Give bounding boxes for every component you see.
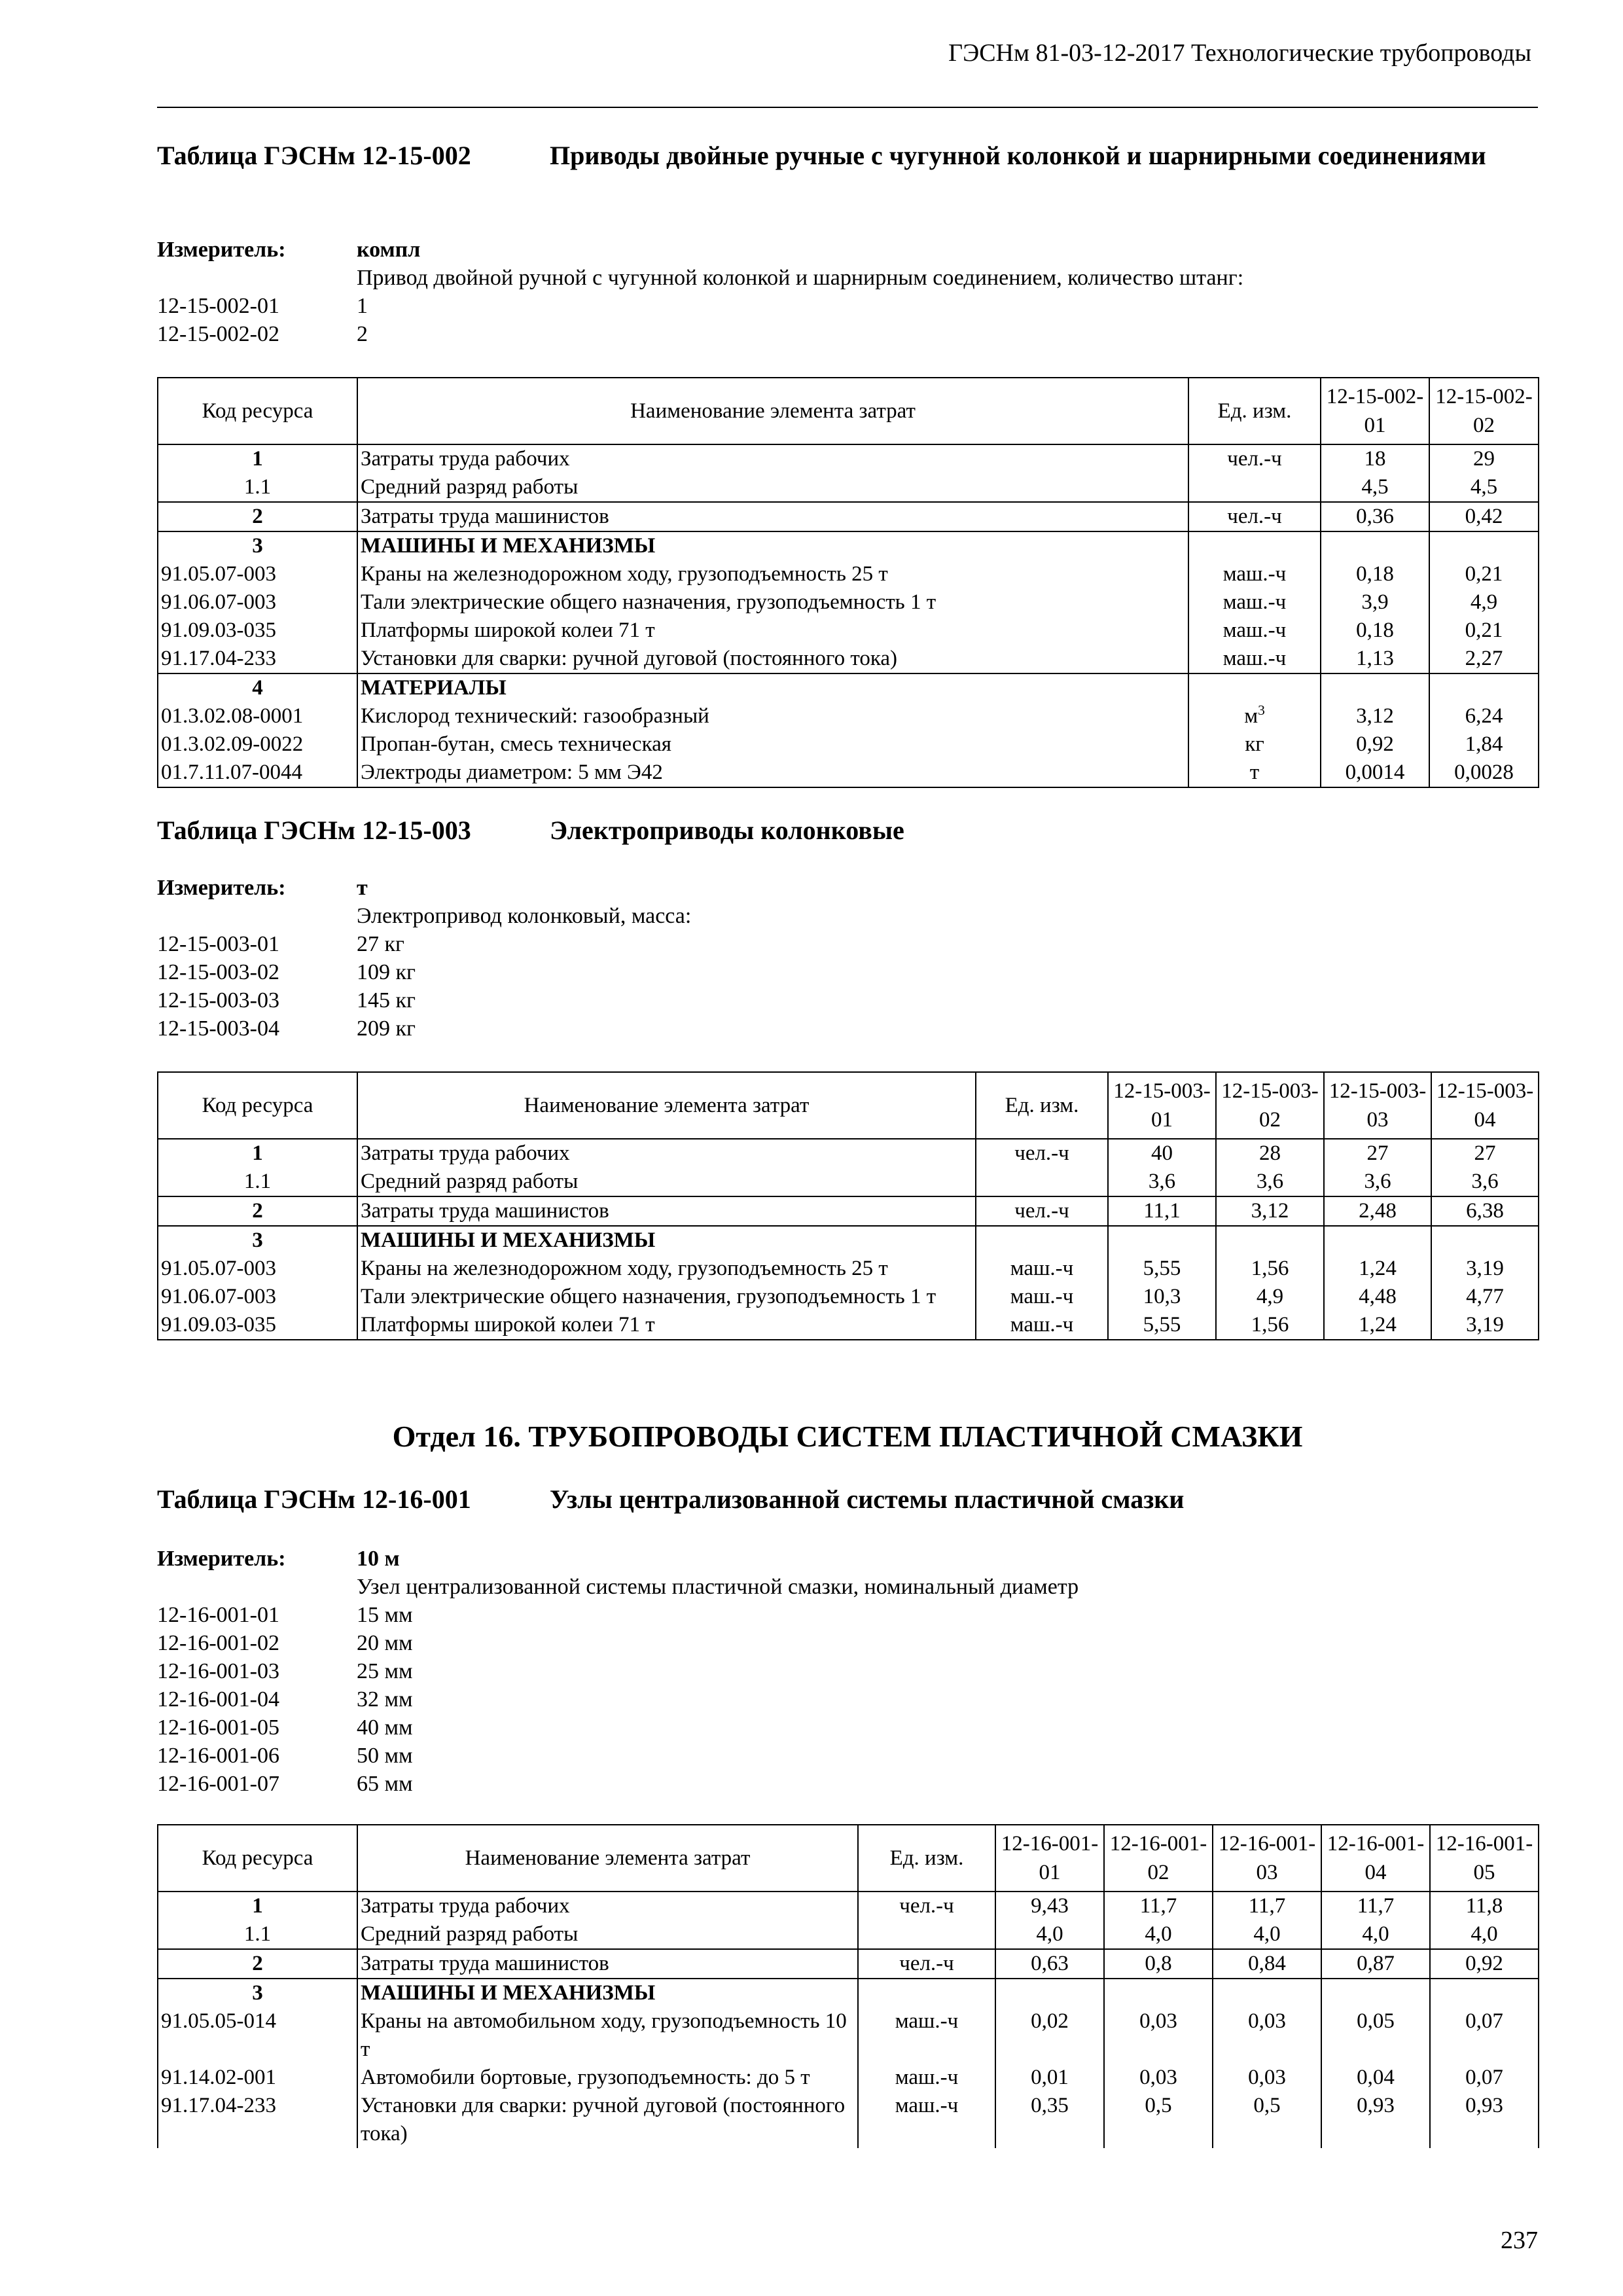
row-value: 0,92 xyxy=(1321,730,1429,759)
row-value: 0,05 xyxy=(1321,2007,1430,2064)
row-value: 4,5 xyxy=(1321,473,1429,502)
row-value xyxy=(1429,531,1539,560)
table-header-row xyxy=(158,378,1539,444)
variant-code: 12-15-002-01 xyxy=(157,294,279,318)
row-value: 0,5 xyxy=(1104,2092,1213,2148)
table-code: Таблица ГЭСНм 12-16-001 xyxy=(157,1484,471,1514)
row-unit: маш.-ч xyxy=(1188,588,1321,617)
variant-value: 20 мм xyxy=(357,1631,413,1655)
row-value: 0,03 xyxy=(1213,2064,1321,2092)
table-row xyxy=(158,444,1539,473)
row-name: МАШИНЫ И МЕХАНИЗМЫ xyxy=(357,1979,858,2007)
row-value xyxy=(1324,1226,1431,1255)
row-name: Затраты труда машинистов xyxy=(357,502,1188,531)
table-name: Узлы централизованной системы пластичной смазки xyxy=(550,1484,1185,1514)
meter-description: Привод двойной ручной с чугунной колонкой и шарнирным соединением, количество штанг: xyxy=(357,266,1244,290)
row-value xyxy=(1431,1226,1539,1255)
row-value: 0,0028 xyxy=(1429,759,1539,787)
unit-text: м xyxy=(1244,704,1258,728)
table-row xyxy=(158,673,1539,702)
row-code: 01.3.02.09-0022 xyxy=(158,730,357,759)
header-code: Код ресурса xyxy=(158,1825,357,1892)
row-value: 3,12 xyxy=(1321,702,1429,730)
variant-value: 2 xyxy=(357,322,368,346)
header-code: Код ресурса xyxy=(158,378,357,444)
variant-code: 12-15-003-04 xyxy=(157,1016,279,1041)
section-title: Отдел 16. ТРУБОПРОВОДЫ СИСТЕМ ПЛАСТИЧНОЙ СМАЗКИ xyxy=(392,1420,1303,1453)
row-name: Затраты труда машинистов xyxy=(357,1949,858,1979)
header-col: 12-15-003-04 xyxy=(1431,1072,1539,1139)
row-name: Тали электрические общего назначения, грузоподъемность 1 т xyxy=(357,588,1188,617)
header-col: 12-15-002-02 xyxy=(1429,378,1539,444)
cost-table xyxy=(157,1824,1539,2148)
row-value: 0,5 xyxy=(1213,2092,1321,2148)
variant-code: 12-16-001-06 xyxy=(157,1744,279,1768)
row-name: Затраты труда машинистов xyxy=(357,1196,976,1226)
row-name: Тали электрические общего назначения, грузоподъемность 1 т xyxy=(357,1283,976,1311)
meter-unit: компл xyxy=(357,238,421,262)
row-value: 18 xyxy=(1321,444,1429,473)
row-value: 3,9 xyxy=(1321,588,1429,617)
row-value: 0,92 xyxy=(1430,1949,1539,1979)
row-value xyxy=(995,1979,1104,2007)
row-name: Кислород технический: газообразный xyxy=(357,702,1188,730)
table-row xyxy=(158,2007,1539,2064)
header-col: 12-15-003-03 xyxy=(1324,1072,1431,1139)
row-unit: кг xyxy=(1188,730,1321,759)
row-code: 1.1 xyxy=(158,1920,357,1949)
row-value: 11,8 xyxy=(1430,1892,1539,1920)
table-row xyxy=(158,1168,1539,1196)
variant-value: 27 кг xyxy=(357,932,404,956)
row-code: 91.06.07-003 xyxy=(158,588,357,617)
table-row xyxy=(158,645,1539,673)
row-value: 3,12 xyxy=(1216,1196,1324,1226)
row-value: 3,19 xyxy=(1431,1311,1539,1340)
row-unit xyxy=(1188,473,1321,502)
cost-table xyxy=(157,1071,1539,1340)
row-value: 4,0 xyxy=(1321,1920,1430,1949)
row-code: 3 xyxy=(158,1226,357,1255)
variant-code: 12-15-003-03 xyxy=(157,988,279,1013)
variant-value: 15 мм xyxy=(357,1603,413,1627)
row-name: Затраты труда рабочих xyxy=(357,1139,976,1168)
row-code: 91.05.07-003 xyxy=(158,1255,357,1283)
header-unit: Ед. изм. xyxy=(976,1072,1108,1139)
row-unit: чел.-ч xyxy=(858,1892,995,1920)
variant-code: 12-16-001-07 xyxy=(157,1772,279,1796)
header-name: Наименование элемента затрат xyxy=(357,1825,858,1892)
table-code: Таблица ГЭСНм 12-15-002 xyxy=(157,141,471,170)
row-unit: т xyxy=(1188,759,1321,787)
row-unit: маш.-ч xyxy=(976,1311,1108,1340)
row-value: 1,84 xyxy=(1429,730,1539,759)
row-value: 3,6 xyxy=(1216,1168,1324,1196)
row-name: Установки для сварки: ручной дуговой (постоянного тока) xyxy=(357,645,1188,673)
row-code: 1.1 xyxy=(158,473,357,502)
row-unit: чел.-ч xyxy=(976,1139,1108,1168)
row-unit: маш.-ч xyxy=(858,2064,995,2092)
row-value: 2,48 xyxy=(1324,1196,1431,1226)
row-name: Платформы широкой колеи 71 т xyxy=(357,1311,976,1340)
row-value: 4,77 xyxy=(1431,1283,1539,1311)
row-value: 3,6 xyxy=(1324,1168,1431,1196)
row-unit xyxy=(1188,673,1321,702)
table-name: Приводы двойные ручные с чугунной колонкой и шарнирными соединениями xyxy=(550,141,1486,170)
row-name: Пропан-бутан, смесь техническая xyxy=(357,730,1188,759)
row-value xyxy=(1104,1979,1213,2007)
table-row xyxy=(158,1226,1539,1255)
row-code: 2 xyxy=(158,1949,357,1979)
row-unit xyxy=(1188,531,1321,560)
row-value: 4,0 xyxy=(1430,1920,1539,1949)
table-name: Электроприводы колонковые xyxy=(550,816,904,845)
row-value: 0,18 xyxy=(1321,617,1429,645)
meter-description: Узел централизованной системы пластичной смазки, номинальный диаметр xyxy=(357,1575,1079,1599)
row-value: 2,27 xyxy=(1429,645,1539,673)
row-code: 1 xyxy=(158,444,357,473)
row-unit xyxy=(976,1226,1108,1255)
table-row xyxy=(158,730,1539,759)
meter-unit: т xyxy=(357,876,368,900)
row-code: 1 xyxy=(158,1139,357,1168)
variant-value: 65 мм xyxy=(357,1772,413,1796)
row-value xyxy=(1213,1979,1321,2007)
header-rule xyxy=(157,107,1538,108)
table-row xyxy=(158,1892,1539,1920)
unit-superscript: 3 xyxy=(1258,702,1265,718)
row-value: 0,07 xyxy=(1430,2007,1539,2064)
row-unit: чел.-ч xyxy=(976,1196,1108,1226)
row-value xyxy=(1321,1979,1430,2007)
row-unit: чел.-ч xyxy=(858,1949,995,1979)
variant-value: 50 мм xyxy=(357,1744,413,1768)
row-value: 27 xyxy=(1324,1139,1431,1168)
row-code: 01.7.11.07-0044 xyxy=(158,759,357,787)
row-value: 4,0 xyxy=(1213,1920,1321,1949)
row-name: Краны на автомобильном ходу, грузоподъемность 10 т xyxy=(357,2007,858,2064)
header-name: Наименование элемента затрат xyxy=(357,378,1188,444)
row-value: 0,36 xyxy=(1321,502,1429,531)
row-unit: чел.-ч xyxy=(1188,502,1321,531)
row-value: 11,7 xyxy=(1321,1892,1430,1920)
row-name: МАТЕРИАЛЫ xyxy=(357,673,1188,702)
header-col: 12-15-002-01 xyxy=(1321,378,1429,444)
table-title xyxy=(157,814,1531,848)
header-col: 12-16-001-01 xyxy=(995,1825,1104,1892)
row-value: 40 xyxy=(1108,1139,1216,1168)
table-row xyxy=(158,1979,1539,2007)
row-value: 5,55 xyxy=(1108,1311,1216,1340)
variant-code: 12-16-001-01 xyxy=(157,1603,279,1627)
row-code: 2 xyxy=(158,1196,357,1226)
row-value: 0,87 xyxy=(1321,1949,1430,1979)
row-value: 28 xyxy=(1216,1139,1324,1168)
row-unit: маш.-ч xyxy=(1188,645,1321,673)
header-col: 12-15-003-02 xyxy=(1216,1072,1324,1139)
row-code: 91.17.04-233 xyxy=(158,645,357,673)
row-code: 91.17.04-233 xyxy=(158,2092,357,2148)
row-value: 0,21 xyxy=(1429,560,1539,588)
row-value: 0,04 xyxy=(1321,2064,1430,2092)
row-value: 0,84 xyxy=(1213,1949,1321,1979)
variant-code: 12-15-003-01 xyxy=(157,932,279,956)
header-unit: Ед. изм. xyxy=(1188,378,1321,444)
row-value: 4,0 xyxy=(995,1920,1104,1949)
table-title xyxy=(157,139,1531,173)
row-value: 9,43 xyxy=(995,1892,1104,1920)
row-value: 1,24 xyxy=(1324,1311,1431,1340)
variant-value: 145 кг xyxy=(357,988,416,1013)
row-value: 4,48 xyxy=(1324,1283,1431,1311)
meter-label: Измеритель: xyxy=(157,876,286,900)
row-value: 0,18 xyxy=(1321,560,1429,588)
row-unit: чел.-ч xyxy=(1188,444,1321,473)
row-value: 4,9 xyxy=(1216,1283,1324,1311)
row-name: МАШИНЫ И МЕХАНИЗМЫ xyxy=(357,531,1188,560)
row-value: 0,63 xyxy=(995,1949,1104,1979)
row-unit: маш.-ч xyxy=(1188,617,1321,645)
row-name: Краны на железнодорожном ходу, грузоподъемность 25 т xyxy=(357,560,1188,588)
row-code: 91.05.07-003 xyxy=(158,560,357,588)
row-value: 1,56 xyxy=(1216,1255,1324,1283)
variant-value: 40 мм xyxy=(357,1715,413,1740)
row-value: 1,24 xyxy=(1324,1255,1431,1283)
variant-code: 12-16-001-05 xyxy=(157,1715,279,1740)
row-value: 11,7 xyxy=(1213,1892,1321,1920)
table-row xyxy=(158,502,1539,531)
table-row xyxy=(158,560,1539,588)
row-value: 1,13 xyxy=(1321,645,1429,673)
row-value: 3,6 xyxy=(1108,1168,1216,1196)
row-value: 0,02 xyxy=(995,2007,1104,2064)
meter-block xyxy=(157,236,1531,348)
row-value: 0,03 xyxy=(1104,2064,1213,2092)
row-value xyxy=(1429,673,1539,702)
table-row xyxy=(158,1949,1539,1979)
row-value: 0,93 xyxy=(1430,2092,1539,2148)
table-row xyxy=(158,588,1539,617)
table-row xyxy=(158,617,1539,645)
row-code: 2 xyxy=(158,502,357,531)
table-row xyxy=(158,473,1539,502)
row-value: 4,0 xyxy=(1104,1920,1213,1949)
row-code: 3 xyxy=(158,531,357,560)
meter-block xyxy=(157,874,1531,1043)
row-unit xyxy=(976,1168,1108,1196)
variant-value: 109 кг xyxy=(357,960,416,984)
row-name: Средний разряд работы xyxy=(357,473,1188,502)
header-unit: Ед. изм. xyxy=(858,1825,995,1892)
row-value xyxy=(1430,1979,1539,2007)
row-code: 91.05.05-014 xyxy=(158,2007,357,2064)
row-value: 0,42 xyxy=(1429,502,1539,531)
row-value: 6,38 xyxy=(1431,1196,1539,1226)
row-name: Краны на железнодорожном ходу, грузоподъемность 25 т xyxy=(357,1255,976,1283)
variant-code: 12-15-002-02 xyxy=(157,322,279,346)
row-unit xyxy=(858,1979,995,2007)
variant-code: 12-16-001-04 xyxy=(157,1687,279,1712)
running-header: ГЭСНм 81-03-12-2017 Технологические трубопроводы xyxy=(948,39,1531,67)
row-name: Средний разряд работы xyxy=(357,1920,858,1949)
row-value: 0,93 xyxy=(1321,2092,1430,2148)
row-value: 5,55 xyxy=(1108,1255,1216,1283)
row-code: 91.14.02-001 xyxy=(158,2064,357,2092)
variant-code: 12-15-003-02 xyxy=(157,960,279,984)
row-value xyxy=(1321,531,1429,560)
meter-description: Электропривод колонковый, масса: xyxy=(357,904,692,928)
header-code: Код ресурса xyxy=(158,1072,357,1139)
header-name: Наименование элемента затрат xyxy=(357,1072,976,1139)
row-name: МАШИНЫ И МЕХАНИЗМЫ xyxy=(357,1226,976,1255)
row-code: 91.09.03-035 xyxy=(158,1311,357,1340)
row-name: Электроды диаметром: 5 мм Э42 xyxy=(357,759,1188,787)
page-number: 237 xyxy=(1501,2227,1538,2254)
header-col: 12-15-003-01 xyxy=(1108,1072,1216,1139)
row-unit: маш.-ч xyxy=(858,2007,995,2064)
row-value: 1,56 xyxy=(1216,1311,1324,1340)
table-row xyxy=(158,702,1539,730)
row-unit: маш.-ч xyxy=(976,1283,1108,1311)
row-name: Установки для сварки: ручной дуговой (постоянного тока) xyxy=(357,2092,858,2148)
header-col: 12-16-001-05 xyxy=(1430,1825,1539,1892)
header-col: 12-16-001-02 xyxy=(1104,1825,1213,1892)
row-value: 27 xyxy=(1431,1139,1539,1168)
meter-block xyxy=(157,1545,1531,1798)
meter-unit: 10 м xyxy=(357,1547,400,1571)
variant-value: 25 мм xyxy=(357,1659,413,1683)
row-code: 91.09.03-035 xyxy=(158,617,357,645)
row-name: Средний разряд работы xyxy=(357,1168,976,1196)
variant-value: 1 xyxy=(357,294,368,318)
table-row xyxy=(158,531,1539,560)
variant-code: 12-16-001-02 xyxy=(157,1631,279,1655)
row-name: Платформы широкой колеи 71 т xyxy=(357,617,1188,645)
table-code: Таблица ГЭСНм 12-15-003 xyxy=(157,816,471,845)
row-unit: маш.-ч xyxy=(976,1255,1108,1283)
table-row xyxy=(158,1255,1539,1283)
row-value: 0,03 xyxy=(1213,2007,1321,2064)
variant-code: 12-16-001-03 xyxy=(157,1659,279,1683)
row-value: 3,6 xyxy=(1431,1168,1539,1196)
table-row xyxy=(158,2064,1539,2092)
header-col: 12-16-001-03 xyxy=(1213,1825,1321,1892)
row-unit xyxy=(858,1920,995,1949)
row-value: 0,03 xyxy=(1104,2007,1213,2064)
table-title xyxy=(157,1482,1531,1516)
row-value: 6,24 xyxy=(1429,702,1539,730)
row-value: 11,7 xyxy=(1104,1892,1213,1920)
variant-value: 32 мм xyxy=(357,1687,413,1712)
row-value xyxy=(1108,1226,1216,1255)
row-value: 29 xyxy=(1429,444,1539,473)
table-row xyxy=(158,759,1539,787)
row-name: Автомобили бортовые, грузоподъемность: до 5 т xyxy=(357,2064,858,2092)
table-row xyxy=(158,1139,1539,1168)
row-unit: маш.-ч xyxy=(858,2092,995,2148)
row-unit: маш.-ч xyxy=(1188,560,1321,588)
row-code: 4 xyxy=(158,673,357,702)
row-name: Затраты труда рабочих xyxy=(357,444,1188,473)
row-value: 0,07 xyxy=(1430,2064,1539,2092)
row-value: 11,1 xyxy=(1108,1196,1216,1226)
row-unit xyxy=(1188,702,1321,730)
table-header-row xyxy=(158,1072,1539,1139)
row-name: Затраты труда рабочих xyxy=(357,1892,858,1920)
row-code: 91.06.07-003 xyxy=(158,1283,357,1311)
row-value: 0,01 xyxy=(995,2064,1104,2092)
row-value: 0,0014 xyxy=(1321,759,1429,787)
variant-value: 209 кг xyxy=(357,1016,416,1041)
header-col: 12-16-001-04 xyxy=(1321,1825,1430,1892)
row-code: 1 xyxy=(158,1892,357,1920)
row-value: 4,5 xyxy=(1429,473,1539,502)
row-code: 3 xyxy=(158,1979,357,2007)
table-row xyxy=(158,2092,1539,2148)
table-row xyxy=(158,1311,1539,1340)
meter-label: Измеритель: xyxy=(157,238,286,262)
row-value: 0,35 xyxy=(995,2092,1104,2148)
table-row xyxy=(158,1920,1539,1949)
row-value: 3,19 xyxy=(1431,1255,1539,1283)
row-code: 1.1 xyxy=(158,1168,357,1196)
row-value: 4,9 xyxy=(1429,588,1539,617)
table-header-row xyxy=(158,1825,1539,1892)
row-value: 0,8 xyxy=(1104,1949,1213,1979)
row-value xyxy=(1216,1226,1324,1255)
meter-label: Измеритель: xyxy=(157,1547,286,1571)
row-code: 01.3.02.08-0001 xyxy=(158,702,357,730)
table-row xyxy=(158,1196,1539,1226)
row-value: 10,3 xyxy=(1108,1283,1216,1311)
row-value xyxy=(1321,673,1429,702)
cost-table xyxy=(157,377,1539,788)
table-row xyxy=(158,1283,1539,1311)
row-value: 0,21 xyxy=(1429,617,1539,645)
